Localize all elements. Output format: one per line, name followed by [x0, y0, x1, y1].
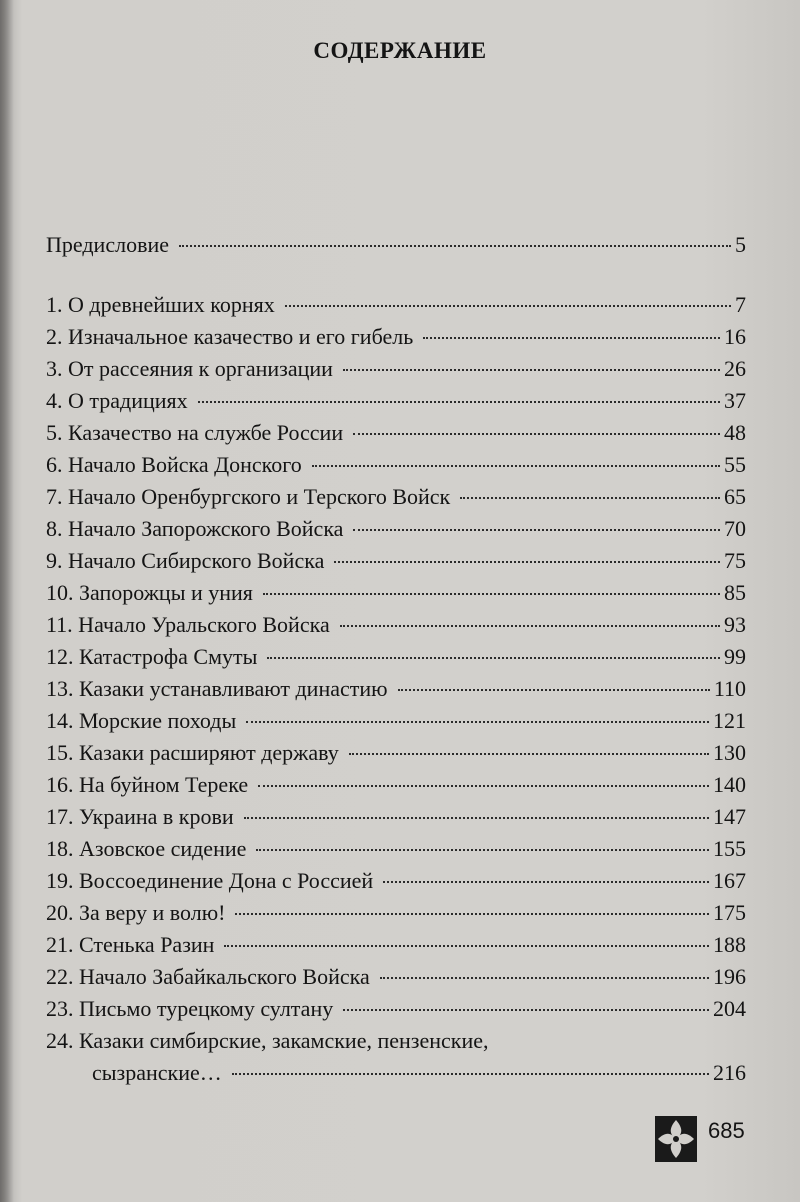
toc-entry-page: 7: [735, 292, 746, 317]
toc-entry-label: 2. Изначальное казачество и его гибель: [46, 324, 414, 349]
toc-entry-last: [92, 1058, 746, 1088]
toc-entry: [46, 322, 746, 352]
toc-entry: [46, 802, 746, 832]
dot-leader: [340, 625, 720, 627]
dot-leader: [267, 657, 720, 659]
toc-entry-page: 175: [713, 900, 746, 925]
page-number: 685: [708, 1118, 745, 1143]
toc-entry: [46, 674, 746, 704]
dot-leader: [232, 1073, 709, 1075]
toc-entry-page: 155: [713, 836, 746, 861]
dot-leader: [380, 977, 709, 979]
toc-entry-page: 147: [713, 804, 746, 829]
toc-entry-label: 19. Воссоединение Дона с Россией: [46, 868, 374, 893]
dot-leader: [383, 881, 709, 883]
toc-entry: [46, 418, 746, 448]
toc-entry: [46, 482, 746, 512]
dot-leader: [285, 305, 731, 307]
toc-entry-page: 85: [724, 580, 746, 605]
toc-entry: [46, 642, 746, 672]
toc-entry-label: 8. Начало Запорожского Войска: [46, 516, 344, 541]
dot-leader: [398, 689, 710, 691]
toc-entry-page: 70: [724, 516, 746, 541]
toc-entry-label: 17. Украина в крови: [46, 804, 234, 829]
toc-entry-label: 12. Катастрофа Смуты: [46, 644, 258, 669]
toc-entry: [46, 930, 746, 960]
dot-leader: [235, 913, 709, 915]
dot-leader: [258, 785, 709, 787]
dot-leader: [224, 945, 709, 947]
toc-entry-label: 1. О древнейших корнях: [46, 292, 275, 317]
toc-entry-label: 11. Начало Уральского Войска: [46, 612, 330, 637]
dot-leader: [343, 369, 720, 371]
binding-shadow: [0, 0, 14, 1202]
toc-entry-page: 65: [724, 484, 746, 509]
toc-entry-label: 16. На буйном Тереке: [46, 772, 249, 797]
toc-entry-label: 4. О традициях: [46, 388, 188, 413]
toc-entry-label: 6. Начало Войска Донского: [46, 452, 302, 477]
toc-entry-label: Предисловие: [46, 232, 169, 257]
toc-entry-page: 26: [724, 356, 746, 381]
toc-entry-label: сызранские…: [92, 1060, 222, 1085]
dot-leader: [198, 401, 720, 403]
toc-entry: [46, 450, 746, 480]
toc-entry: [46, 834, 746, 864]
dot-leader: [263, 593, 720, 595]
toc-entry-page: 140: [713, 772, 746, 797]
dot-leader: [256, 849, 709, 851]
toc-entry-preface: [46, 230, 746, 260]
toc-entry-page: 196: [713, 964, 746, 989]
toc-entry: [46, 866, 746, 896]
dot-leader: [312, 465, 720, 467]
dot-leader: [179, 245, 731, 247]
toc-entry-page: 48: [724, 420, 746, 445]
toc-entry-page: 93: [724, 612, 746, 637]
toc-entry-label: 9. Начало Сибирского Войска: [46, 548, 325, 573]
toc-entry-page: 204: [713, 996, 746, 1021]
dot-leader: [349, 753, 709, 755]
dot-leader: [460, 497, 720, 499]
toc-entry-page: 55: [724, 452, 746, 477]
toc-entry: [46, 706, 746, 736]
toc-entry-label: 22. Начало Забайкальского Войска: [46, 964, 370, 989]
toc-entry-page: 167: [713, 868, 746, 893]
toc-entry: [46, 962, 746, 992]
toc-entry-page: 75: [724, 548, 746, 573]
toc-entry-page: 5: [735, 232, 746, 257]
dot-leader: [423, 337, 720, 339]
toc-entry: [46, 546, 746, 576]
toc-entry-label: 21. Стенька Разин: [46, 932, 215, 957]
toc-entry: [46, 898, 746, 928]
toc-entry-page: 130: [713, 740, 746, 765]
toc-entry-label: 20. За веру и волю!: [46, 900, 226, 925]
toc-entry: [46, 738, 746, 768]
toc-entry-page: 216: [713, 1060, 746, 1085]
dot-leader: [244, 817, 709, 819]
dot-leader: [343, 1009, 709, 1011]
toc-entry-page: 99: [724, 644, 746, 669]
toc-entry: [46, 578, 746, 608]
toc-entry-page: 121: [713, 708, 746, 733]
dot-leader: [353, 433, 720, 435]
toc-entry-label: 15. Казаки расширяют державу: [46, 740, 339, 765]
dot-leader: [246, 721, 709, 723]
toc-entry-label: 14. Морские походы: [46, 708, 237, 733]
floral-ornament-icon: [655, 1116, 697, 1162]
toc-entry-page: 110: [713, 676, 746, 701]
toc-entry-page: 37: [724, 388, 746, 413]
toc-entry-label: 23. Письмо турецкому султану: [46, 996, 334, 1021]
toc-entry: [46, 770, 746, 800]
toc-entry-label: 3. От рассеяния к организации: [46, 356, 333, 381]
dot-leader: [353, 529, 720, 531]
toc-entry-label: 10. Запорожцы и уния: [46, 580, 253, 605]
page-title: СОДЕРЖАНИЕ: [313, 38, 487, 63]
toc-entry: [46, 514, 746, 544]
toc-entry-page: 188: [713, 932, 746, 957]
toc-entry-label: 13. Казаки устанавливают династию: [46, 676, 388, 701]
toc-entry: [46, 994, 746, 1024]
toc-entry-last-line1: 24. Казаки симбирские, закамские, пензенские,: [46, 1028, 489, 1053]
toc-entry: [46, 610, 746, 640]
dot-leader: [334, 561, 720, 563]
toc-entry-label: 7. Начало Оренбургского и Терского Войск: [46, 484, 451, 509]
toc-entry-page: 16: [724, 324, 746, 349]
toc-entry: [46, 354, 746, 384]
toc-entry: [46, 290, 746, 320]
toc-entry: [46, 386, 746, 416]
toc-entry-label: 18. Азовское сидение: [46, 836, 247, 861]
toc-entry-label: 5. Казачество на службе России: [46, 420, 344, 445]
